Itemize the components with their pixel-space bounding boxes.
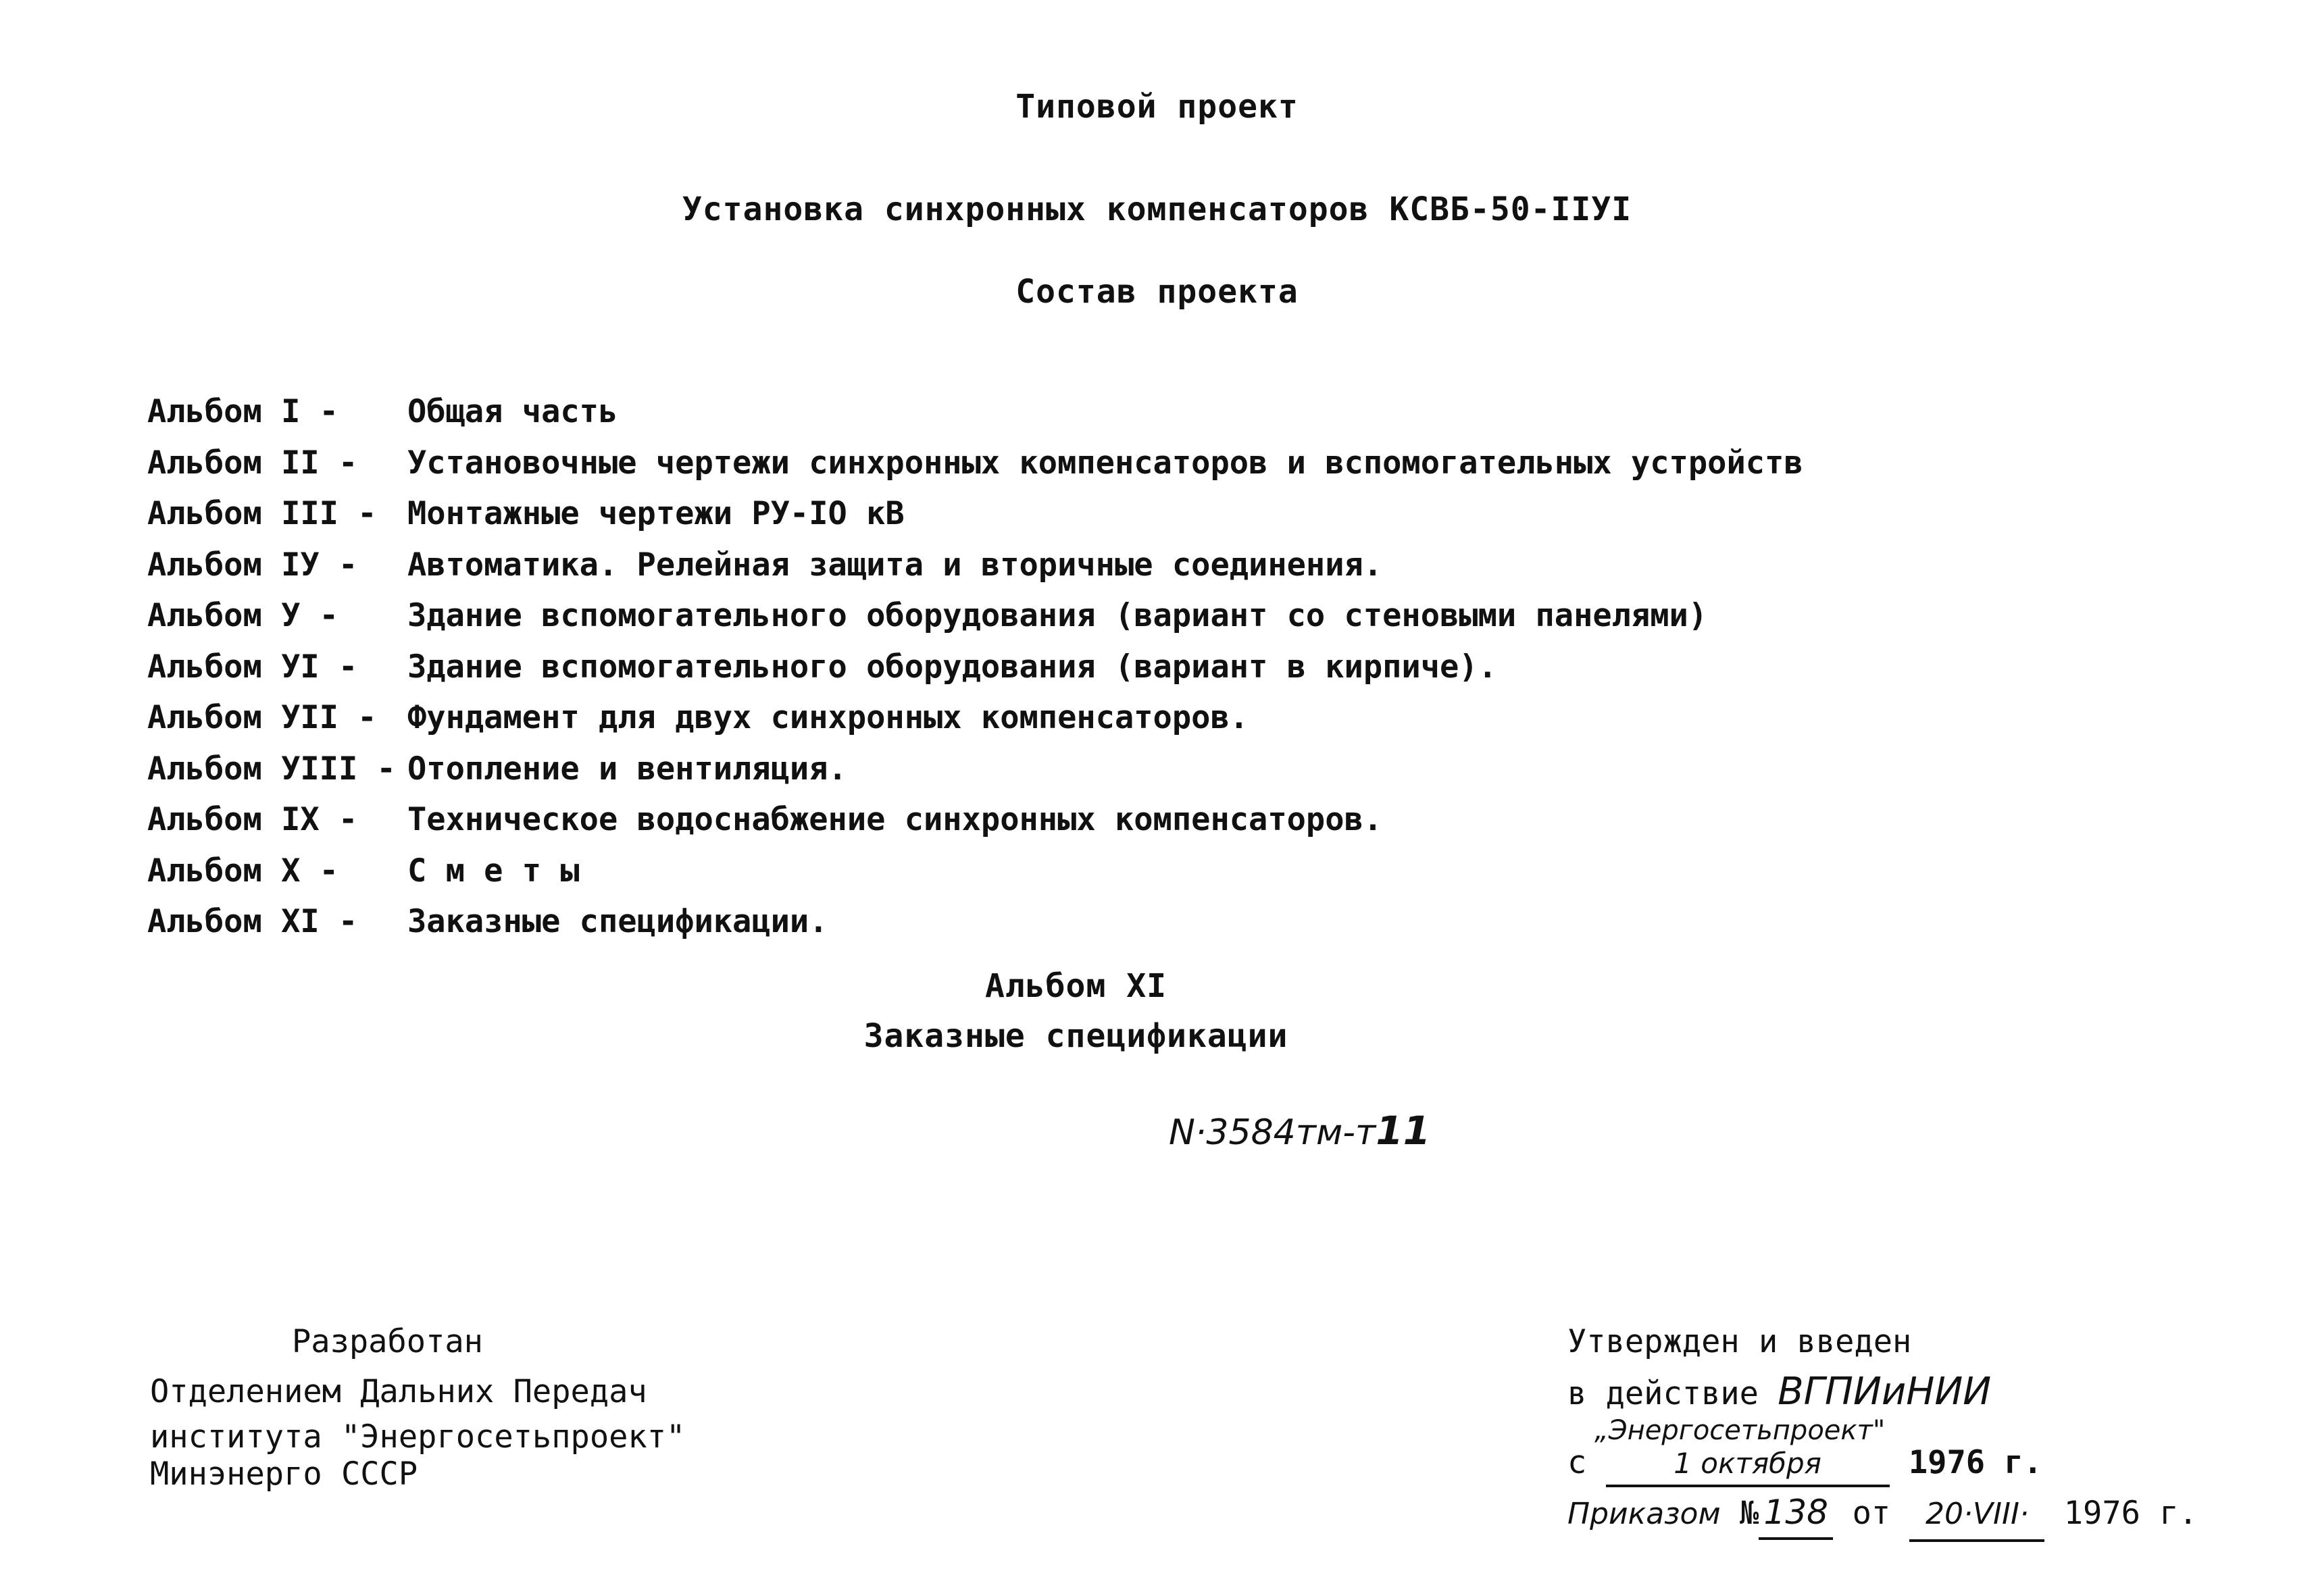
project-contents-heading: Состав проекта — [1015, 273, 1299, 311]
album-row — [147, 488, 1803, 540]
approval-block — [1567, 1317, 2198, 1542]
album-key: Альбом I - — [147, 393, 338, 431]
developer-institute: института "Энергосетьпроект" — [150, 1418, 686, 1456]
document-number-prefix: N·3584тм-т — [1169, 1112, 1376, 1153]
album-key: Альбом X - — [147, 852, 338, 890]
developed-label: Разработан — [292, 1323, 483, 1360]
approved-label: Утвержден и введен — [1567, 1323, 1912, 1360]
album-text: Фундамент для двух синхронных компенсаторов. — [407, 699, 1249, 737]
album-key: Альбом УII - — [147, 699, 377, 737]
album-text: Общая часть — [407, 393, 618, 431]
order-date: 20·VIII· — [1909, 1489, 2044, 1542]
album-key: Альбом У - — [147, 597, 338, 635]
developer-block — [150, 1317, 685, 1491]
album-list — [147, 386, 1803, 948]
album-text: Техническое водоснабжение синхронных компенсаторов. — [407, 801, 1383, 839]
album-row — [147, 540, 1803, 591]
album-text: Здание вспомогательного оборудования (вариант со стеновыми панелями) — [407, 597, 1708, 635]
album-row — [147, 846, 1803, 897]
album-subtitle: Заказные спецификации — [863, 1017, 1288, 1055]
album-text: Автоматика. Релейная защита и вторичные соединения. — [407, 546, 1383, 584]
doc-type-heading: Типовой проект — [1015, 88, 1299, 126]
in-force-text: в действие — [1567, 1375, 1759, 1412]
effective-date: 1 октября — [1606, 1443, 1890, 1487]
document-number-suffix: 11 — [1376, 1108, 1431, 1154]
album-row — [147, 590, 1803, 642]
approving-institute: „Энергосетьпроект" — [1594, 1415, 1886, 1446]
album-key: Альбом IУ - — [147, 546, 358, 584]
number-sign: № — [1739, 1495, 1759, 1532]
effective-year: 1976 г. — [1908, 1444, 2042, 1481]
album-row — [147, 744, 1803, 795]
developer-department: Отделением Дальних Передач — [150, 1373, 647, 1410]
album-key: Альбом XI - — [147, 903, 358, 941]
album-row — [147, 692, 1803, 744]
approving-body: ВГПИиНИИ — [1778, 1370, 1992, 1414]
order-number: 138 — [1759, 1487, 1833, 1540]
album-row — [147, 386, 1803, 438]
approved-in-force — [1567, 1367, 2198, 1419]
project-title: Установка синхронных компенсаторов КСВБ-50-IIУI — [682, 190, 1632, 228]
document-number — [1169, 1108, 1430, 1154]
album-row — [147, 794, 1803, 846]
album-key: Альбом II - — [147, 444, 358, 482]
effective-date-line — [1567, 1442, 2198, 1487]
order-line — [1567, 1487, 2198, 1542]
album-text: Заказные спецификации. — [407, 903, 828, 941]
album-text: Установочные чертежи синхронных компенсаторов и вспомогательных устройств — [407, 444, 1803, 482]
order-year: 1976 г. — [2063, 1495, 2198, 1532]
album-text: Здание вспомогательного оборудования (вариант в кирпиче). — [407, 648, 1497, 686]
album-row — [147, 896, 1803, 948]
album-key: Альбом УI - — [147, 648, 358, 686]
from-label: с — [1567, 1444, 1587, 1481]
album-key: Альбом УIII - — [147, 750, 396, 788]
album-text: С м е т ы — [407, 852, 580, 890]
album-row — [147, 438, 1803, 489]
dated-label: от — [1852, 1495, 1891, 1532]
album-key: Альбом III - — [147, 495, 377, 533]
album-row — [147, 642, 1803, 693]
album-text: Отопление и вентиляция. — [407, 750, 847, 788]
album-key: Альбом IX - — [147, 801, 358, 839]
order-label: Приказом — [1567, 1497, 1721, 1531]
album-title: Альбом XI — [984, 967, 1167, 1005]
developer-ministry: Минэнерго СССР — [150, 1456, 418, 1493]
album-text: Монтажные чертежи РУ-IO кВ — [407, 495, 905, 533]
